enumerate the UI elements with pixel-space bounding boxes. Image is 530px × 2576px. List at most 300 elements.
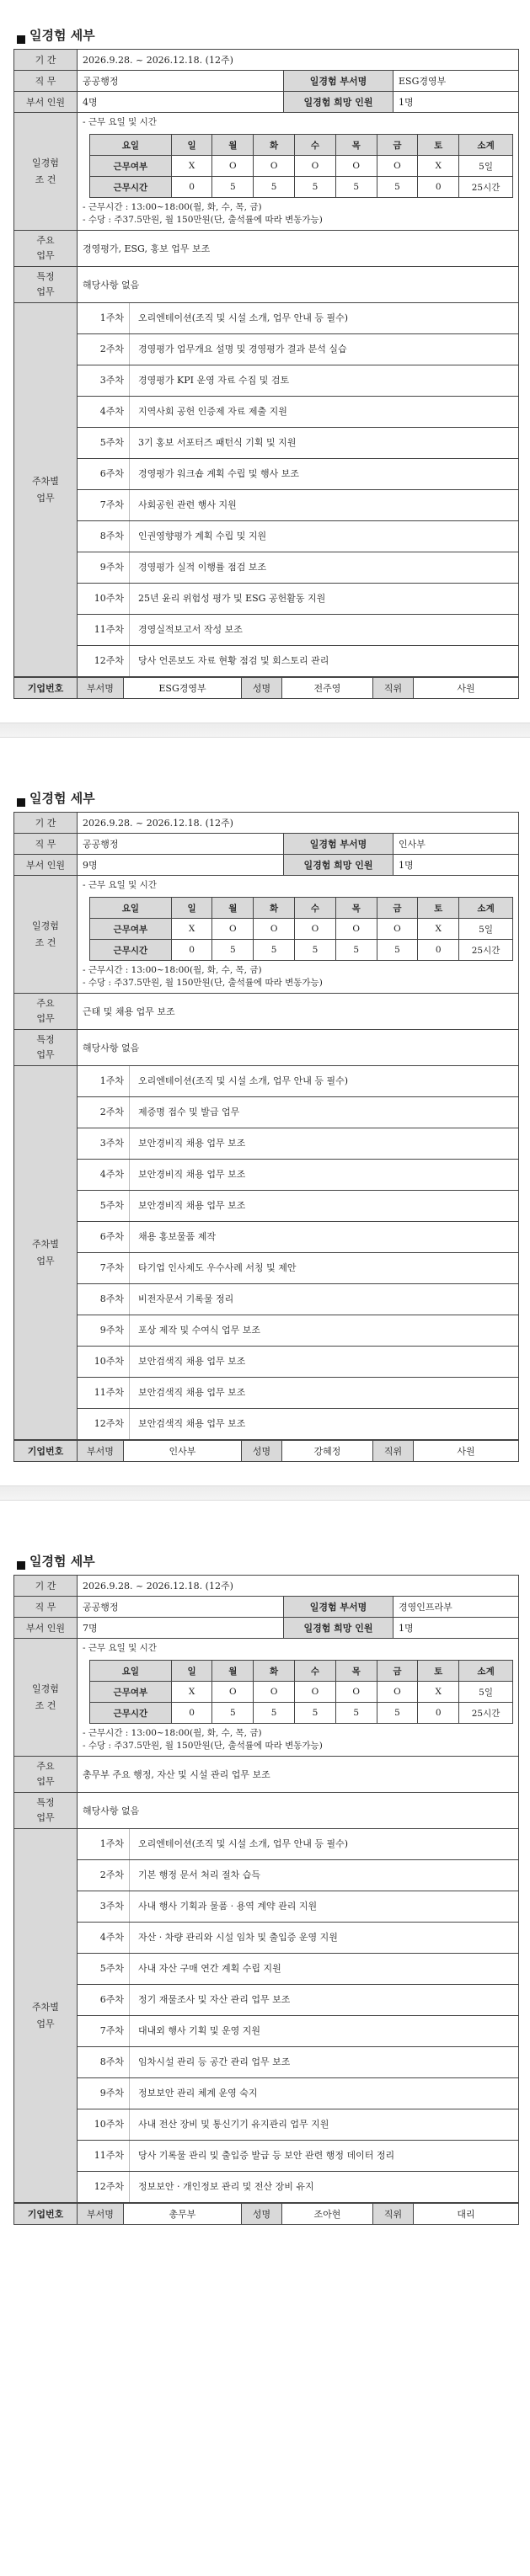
position-label: 직위: [373, 678, 414, 699]
job-label: 직 무: [14, 834, 78, 855]
position-label: 직위: [373, 2204, 414, 2225]
week-number: 3주차: [78, 1891, 130, 1922]
hours-cell: 5: [212, 940, 254, 961]
dept-persons-label: 부서 인원: [14, 1618, 78, 1639]
schedule-note-hours: - 근무시간 : 13:00~18:00(월, 화, 수, 목, 금): [83, 202, 262, 212]
week-number: 11주차: [78, 2141, 130, 2171]
special-duty-value: 해당사항 없음: [78, 1793, 519, 1829]
work-cell: 5일: [459, 919, 513, 940]
week-number: 2주차: [78, 1097, 130, 1128]
work-cell: O: [212, 919, 254, 940]
week-task: 경영평가 워크숍 계획 수립 및 행사 보조: [138, 468, 299, 479]
period-label: 기 간: [14, 1576, 78, 1597]
week-task: 정기 재물조사 및 자산 관리 업무 보조: [138, 1994, 291, 2005]
week-task: 기본 행정 문서 처리 절차 습득: [138, 1869, 260, 1880]
sheet-1: [0, 0, 530, 699]
week-number: 7주차: [78, 490, 130, 520]
work-cell: O: [377, 919, 418, 940]
week-task: 보안검색직 채용 업무 보조: [138, 1387, 246, 1398]
week-number: 7주차: [78, 1253, 130, 1283]
week-number: 3주차: [78, 365, 130, 396]
special-duty-label: 특정 업무: [14, 1030, 78, 1066]
company-number-label: 기업번호: [14, 2204, 78, 2225]
week-task: 임차시설 관리 등 공간 관리 업무 보조: [138, 2056, 291, 2067]
hours-cell: 25시간: [459, 177, 513, 198]
week-task: 대내외 행사 기획 및 운영 지원: [138, 2025, 260, 2036]
week-row-inner: [78, 1409, 518, 1439]
schedule-header-4: 수: [295, 1661, 336, 1682]
week-number: 12주차: [78, 1409, 130, 1439]
schedule-header-6: 금: [377, 135, 418, 156]
detail-table: [13, 49, 519, 677]
week-number: 5주차: [78, 428, 130, 458]
work-row-label: 근무여부: [90, 1682, 172, 1703]
week-row-inner: [78, 303, 518, 333]
week-row: [78, 646, 519, 677]
work-cell: O: [212, 1682, 254, 1703]
job-value: 공공행정: [78, 834, 284, 855]
week-number: 11주차: [78, 1378, 130, 1408]
schedule-header-7: 토: [418, 898, 459, 919]
week-task: 오리엔테이션(조직 및 시설 소개, 업무 안내 등 필수): [138, 1075, 349, 1086]
square-bullet-icon: [17, 1561, 25, 1570]
week-row-inner: [78, 2172, 518, 2202]
schedule-header-7: 토: [418, 1661, 459, 1682]
week-number: 9주차: [78, 552, 130, 583]
week-row-inner: [78, 1378, 518, 1408]
dept-label: 부서명: [78, 2204, 124, 2225]
week-task: 경영실적보고서 작성 보조: [138, 624, 243, 635]
schedule-table: [89, 1660, 513, 1724]
conditions-cell: [78, 113, 519, 231]
conditions-label: 일경험 조 건: [14, 1639, 78, 1757]
week-row-inner: [78, 615, 518, 645]
week-row: [78, 1066, 519, 1097]
job-label: 직 무: [14, 71, 78, 92]
week-number: 9주차: [78, 2078, 130, 2109]
work-cell: O: [254, 1682, 295, 1703]
week-row-inner: [78, 1191, 518, 1221]
week-row: [78, 1128, 519, 1160]
work-cell: O: [295, 156, 336, 177]
week-row: [78, 2172, 519, 2203]
week-number: 10주차: [78, 2109, 130, 2140]
week-row-inner: [78, 1315, 518, 1346]
dept-label: 부서명: [78, 1441, 124, 1462]
week-number: 4주차: [78, 397, 130, 427]
schedule-note-allowance: - 수당 : 주37.5만원, 월 150만원(단, 출석률에 따라 변동가능): [83, 978, 323, 988]
schedule-header-6: 금: [377, 898, 418, 919]
work-cell: O: [254, 156, 295, 177]
schedule-header-0: 요일: [90, 1661, 172, 1682]
week-row: [78, 1954, 519, 1985]
host-dept-value: ESG경영부: [393, 71, 519, 92]
week-number: 6주차: [78, 1985, 130, 2015]
company-info-table: [13, 2203, 519, 2225]
week-row: [78, 1409, 519, 1440]
work-row-label: 근무여부: [90, 156, 172, 177]
week-row-inner: [78, 1923, 518, 1953]
week-task: 정보보안 관리 체계 운영 숙지: [138, 2088, 258, 2099]
schedule-title: - 근무 요일 및 시간: [83, 1643, 157, 1653]
section-title-text: 일경험 세부: [29, 1554, 95, 1569]
week-task: 비전자문서 기록물 정리: [138, 1293, 234, 1304]
dept-label: 부서명: [78, 678, 124, 699]
name-label: 성명: [242, 1441, 282, 1462]
week-row-inner: [78, 397, 518, 427]
hours-cell: 5: [335, 177, 377, 198]
week-task: 자산 · 차량 관리와 시설 임차 및 출입증 운영 지원: [138, 1932, 338, 1943]
special-duty-value: 해당사항 없음: [78, 267, 519, 303]
main-duty-value: 근태 및 채용 업무 보조: [78, 994, 519, 1030]
schedule-header-3: 화: [254, 898, 295, 919]
host-persons-value: 1명: [393, 1618, 519, 1639]
page-separator: [0, 699, 530, 763]
week-row-inner: [78, 2047, 518, 2077]
week-task: 사회공헌 관련 행사 지원: [138, 499, 237, 510]
hours-cell: 25시간: [459, 1703, 513, 1724]
week-row: [78, 2016, 519, 2047]
host-persons-label: 일경험 희망 인원: [284, 855, 393, 876]
work-cell: O: [295, 1682, 336, 1703]
dept-persons-value: 7명: [78, 1618, 284, 1639]
special-duty-label: 특정 업무: [14, 267, 78, 303]
work-cell: O: [212, 156, 254, 177]
hours-cell: 5: [254, 940, 295, 961]
week-row-inner: [78, 428, 518, 458]
square-bullet-icon: [17, 35, 25, 44]
conditions-label: 일경험 조 건: [14, 876, 78, 994]
week-row: [78, 428, 519, 459]
name-value: 전주영: [282, 678, 373, 699]
week-row: [78, 552, 519, 584]
hours-cell: 5: [335, 940, 377, 961]
company-info-table: [13, 677, 519, 699]
hours-cell: 5: [377, 940, 418, 961]
week-row: [78, 2078, 519, 2109]
week-row: [78, 1222, 519, 1253]
week-row-inner: [78, 1222, 518, 1252]
schedule-table: [89, 134, 513, 198]
schedule-header-6: 금: [377, 1661, 418, 1682]
week-row: [78, 2047, 519, 2078]
work-cell: O: [335, 156, 377, 177]
main-duty-label: 주요 업무: [14, 1757, 78, 1793]
sheet-2: [0, 763, 530, 1462]
week-task: 경영평가 실적 이행률 점검 보조: [138, 562, 267, 573]
detail-table: [13, 812, 519, 1440]
schedule-header-2: 월: [212, 1661, 254, 1682]
host-persons-value: 1명: [393, 92, 519, 113]
schedule-header-5: 목: [335, 898, 377, 919]
week-row: [78, 334, 519, 365]
dept-value: 인사부: [124, 1441, 242, 1462]
hours-cell: 5: [295, 177, 336, 198]
schedule-header-2: 월: [212, 898, 254, 919]
week-number: 8주차: [78, 1284, 130, 1315]
work-row-label: 근무여부: [90, 919, 172, 940]
schedule-note-hours: - 근무시간 : 13:00~18:00(월, 화, 수, 목, 금): [83, 965, 262, 975]
week-task: 보안경비직 채용 업무 보조: [138, 1138, 246, 1149]
dept-persons-value: 9명: [78, 855, 284, 876]
week-row: [78, 2109, 519, 2141]
week-row-inner: [78, 2078, 518, 2109]
company-info-table: [13, 1440, 519, 1462]
week-number: 10주차: [78, 584, 130, 614]
name-label: 성명: [242, 2204, 282, 2225]
week-row: [78, 1985, 519, 2016]
week-row: [78, 1315, 519, 1347]
period-value: 2026.9.28. ~ 2026.12.18. (12주): [78, 50, 519, 71]
hours-cell: 5: [377, 177, 418, 198]
work-cell: X: [418, 156, 459, 177]
week-number: 8주차: [78, 521, 130, 552]
week-row-inner: [78, 646, 518, 676]
schedule-header-5: 목: [335, 135, 377, 156]
name-value: 강혜정: [282, 1441, 373, 1462]
week-row: [78, 584, 519, 615]
hours-cell: 0: [418, 940, 459, 961]
schedule-header-8: 소계: [459, 135, 513, 156]
square-bullet-icon: [17, 798, 25, 807]
week-row: [78, 1097, 519, 1128]
hours-row-label: 근무시간: [90, 1703, 172, 1724]
week-row-inner: [78, 521, 518, 552]
week-row: [78, 521, 519, 552]
hours-cell: 5: [295, 1703, 336, 1724]
week-row-inner: [78, 552, 518, 583]
week-row: [78, 615, 519, 646]
schedule-note-allowance: - 수당 : 주37.5만원, 월 150만원(단, 출석률에 따라 변동가능): [83, 215, 323, 225]
week-task: 경영평가 KPI 운영 자료 수집 및 검토: [138, 375, 290, 386]
work-cell: X: [171, 156, 212, 177]
period-label: 기 간: [14, 813, 78, 834]
week-number: 3주차: [78, 1128, 130, 1159]
section-title: [0, 0, 530, 49]
week-row: [78, 397, 519, 428]
dept-persons-value: 4명: [78, 92, 284, 113]
week-task: 지역사회 공헌 인증제 자료 제출 지원: [138, 406, 287, 417]
schedule-header-1: 일: [171, 135, 212, 156]
host-dept-label: 일경험 부서명: [284, 71, 393, 92]
conditions-label: 일경험 조 건: [14, 113, 78, 231]
hours-cell: 0: [418, 1703, 459, 1724]
week-task: 포상 제작 및 수여식 업무 보조: [138, 1325, 260, 1336]
week-row: [78, 1829, 519, 1860]
schedule-header-3: 화: [254, 1661, 295, 1682]
week-row-inner: [78, 365, 518, 396]
week-task: 채용 홍보물품 제작: [138, 1231, 217, 1242]
week-number: 9주차: [78, 1315, 130, 1346]
week-row-inner: [78, 1066, 518, 1096]
week-row-inner: [78, 1347, 518, 1377]
hours-cell: 0: [171, 177, 212, 198]
work-cell: O: [254, 919, 295, 940]
page-separator-band: [0, 723, 530, 738]
page-separator-band: [0, 1485, 530, 1501]
period-value: 2026.9.28. ~ 2026.12.18. (12주): [78, 813, 519, 834]
section-title-text: 일경험 세부: [29, 791, 95, 806]
week-task: 정보보안 · 개인정보 관리 및 전산 장비 유지: [138, 2181, 314, 2192]
week-number: 6주차: [78, 459, 130, 489]
hours-cell: 5: [254, 177, 295, 198]
week-number: 12주차: [78, 2172, 130, 2202]
week-task: 보안경비직 채용 업무 보조: [138, 1200, 246, 1211]
special-duty-label: 특정 업무: [14, 1793, 78, 1829]
week-row-inner: [78, 1829, 518, 1859]
hours-row-label: 근무시간: [90, 940, 172, 961]
week-row-inner: [78, 334, 518, 365]
schedule-note-hours: - 근무시간 : 13:00~18:00(월, 화, 수, 목, 금): [83, 1728, 262, 1738]
conditions-cell: [78, 876, 519, 994]
week-row: [78, 1891, 519, 1923]
week-number: 11주차: [78, 615, 130, 645]
work-cell: O: [295, 919, 336, 940]
week-task: 보안검색직 채용 업무 보조: [138, 1418, 246, 1429]
week-row: [78, 2141, 519, 2172]
week-row-inner: [78, 1253, 518, 1283]
position-value: 사원: [414, 1441, 519, 1462]
week-row-inner: [78, 1954, 518, 1984]
week-row: [78, 1160, 519, 1191]
host-dept-value: 인사부: [393, 834, 519, 855]
schedule-header-3: 화: [254, 135, 295, 156]
week-row-inner: [78, 2109, 518, 2140]
week-number: 1주차: [78, 1066, 130, 1096]
hours-cell: 0: [171, 1703, 212, 1724]
work-cell: X: [171, 1682, 212, 1703]
week-row: [78, 1284, 519, 1315]
work-cell: X: [171, 919, 212, 940]
hours-cell: 25시간: [459, 940, 513, 961]
week-task: 오리엔테이션(조직 및 시설 소개, 업무 안내 등 필수): [138, 1838, 349, 1849]
special-duty-value: 해당사항 없음: [78, 1030, 519, 1066]
week-number: 1주차: [78, 1829, 130, 1859]
week-row-inner: [78, 490, 518, 520]
work-cell: O: [335, 1682, 377, 1703]
week-task: 25년 윤리 위험성 평가 및 ESG 공헌활동 지원: [138, 593, 326, 604]
hours-cell: 0: [171, 940, 212, 961]
main-duty-label: 주요 업무: [14, 231, 78, 267]
schedule-title: - 근무 요일 및 시간: [83, 880, 157, 890]
week-row-inner: [78, 584, 518, 614]
week-row-inner: [78, 1160, 518, 1190]
dept-value: ESG경영부: [124, 678, 242, 699]
week-row-inner: [78, 1128, 518, 1159]
week-row-inner: [78, 2016, 518, 2046]
week-row: [78, 1253, 519, 1284]
work-cell: O: [335, 919, 377, 940]
section-title-text: 일경험 세부: [29, 28, 95, 43]
work-cell: O: [377, 1682, 418, 1703]
schedule-title: - 근무 요일 및 시간: [83, 117, 157, 127]
schedule-header-5: 목: [335, 1661, 377, 1682]
position-label: 직위: [373, 1441, 414, 1462]
week-row-inner: [78, 1860, 518, 1891]
week-task: 당사 언론보도 자료 현황 점검 및 회스토리 관리: [138, 655, 329, 666]
host-persons-label: 일경험 희망 인원: [284, 1618, 393, 1639]
week-task: 사내 행사 기획과 물품 · 용역 계약 관리 지원: [138, 1901, 318, 1912]
schedule-header-4: 수: [295, 898, 336, 919]
week-task: 경영평가 업무개요 설명 및 경영평가 결과 분석 실습: [138, 344, 347, 355]
week-task: 인권영향평가 계획 수립 및 지원: [138, 531, 267, 541]
week-row-inner: [78, 1097, 518, 1128]
dept-persons-label: 부서 인원: [14, 855, 78, 876]
week-row: [78, 303, 519, 334]
week-number: 4주차: [78, 1923, 130, 1953]
hours-cell: 5: [254, 1703, 295, 1724]
week-number: 4주차: [78, 1160, 130, 1190]
schedule-header-4: 수: [295, 135, 336, 156]
week-task: 3기 홍보 서포터즈 패턴식 기획 및 지원: [138, 437, 297, 448]
weekly-duty-label: 주차별 업무: [14, 303, 78, 677]
week-number: 10주차: [78, 1347, 130, 1377]
week-row: [78, 459, 519, 490]
schedule-note-allowance: - 수당 : 주37.5만원, 월 150만원(단, 출석률에 따라 변동가능): [83, 1741, 323, 1751]
schedule-header-1: 일: [171, 898, 212, 919]
host-persons-value: 1명: [393, 855, 519, 876]
sheet-3: [0, 1526, 530, 2225]
schedule-header-2: 월: [212, 135, 254, 156]
schedule-header-1: 일: [171, 1661, 212, 1682]
week-number: 2주차: [78, 334, 130, 365]
week-row: [78, 1923, 519, 1954]
week-task: 제증명 접수 및 발급 업무: [138, 1107, 240, 1117]
main-duty-value: 총무부 주요 행정, 자산 및 시설 관리 업무 보조: [78, 1757, 519, 1793]
host-dept-value: 경영인프라부: [393, 1597, 519, 1618]
week-row-inner: [78, 1985, 518, 2015]
week-number: 5주차: [78, 1191, 130, 1221]
hours-cell: 0: [418, 177, 459, 198]
dept-value: 총무부: [124, 2204, 242, 2225]
main-duty-value: 경영평가, ESG, 홍보 업무 보조: [78, 231, 519, 267]
week-number: 12주차: [78, 646, 130, 676]
job-label: 직 무: [14, 1597, 78, 1618]
week-task: 타기업 인사제도 우수사례 서칭 및 제안: [138, 1262, 297, 1273]
job-value: 공공행정: [78, 71, 284, 92]
work-cell: 5일: [459, 1682, 513, 1703]
section-title: [0, 763, 530, 812]
week-row-inner: [78, 1284, 518, 1315]
name-label: 성명: [242, 678, 282, 699]
hours-cell: 5: [212, 177, 254, 198]
page-separator: [0, 1462, 530, 1526]
host-dept-label: 일경험 부서명: [284, 1597, 393, 1618]
week-row: [78, 1347, 519, 1378]
week-task: 보안경비직 채용 업무 보조: [138, 1169, 246, 1180]
job-value: 공공행정: [78, 1597, 284, 1618]
work-cell: O: [377, 156, 418, 177]
week-task: 오리엔테이션(조직 및 시설 소개, 업무 안내 등 필수): [138, 312, 349, 323]
main-duty-label: 주요 업무: [14, 994, 78, 1030]
hours-row-label: 근무시간: [90, 177, 172, 198]
company-number-label: 기업번호: [14, 678, 78, 699]
position-value: 사원: [414, 678, 519, 699]
detail-table: [13, 1575, 519, 2203]
week-task: 사내 전산 장비 및 통신기기 유지관리 업무 지원: [138, 2119, 329, 2130]
name-value: 조아현: [282, 2204, 373, 2225]
week-number: 7주차: [78, 2016, 130, 2046]
schedule-header-8: 소계: [459, 898, 513, 919]
period-value: 2026.9.28. ~ 2026.12.18. (12주): [78, 1576, 519, 1597]
week-number: 8주차: [78, 2047, 130, 2077]
week-row-inner: [78, 2141, 518, 2171]
week-row-inner: [78, 459, 518, 489]
host-dept-label: 일경험 부서명: [284, 834, 393, 855]
week-row: [78, 1378, 519, 1409]
hours-cell: 5: [295, 940, 336, 961]
week-row: [78, 490, 519, 521]
